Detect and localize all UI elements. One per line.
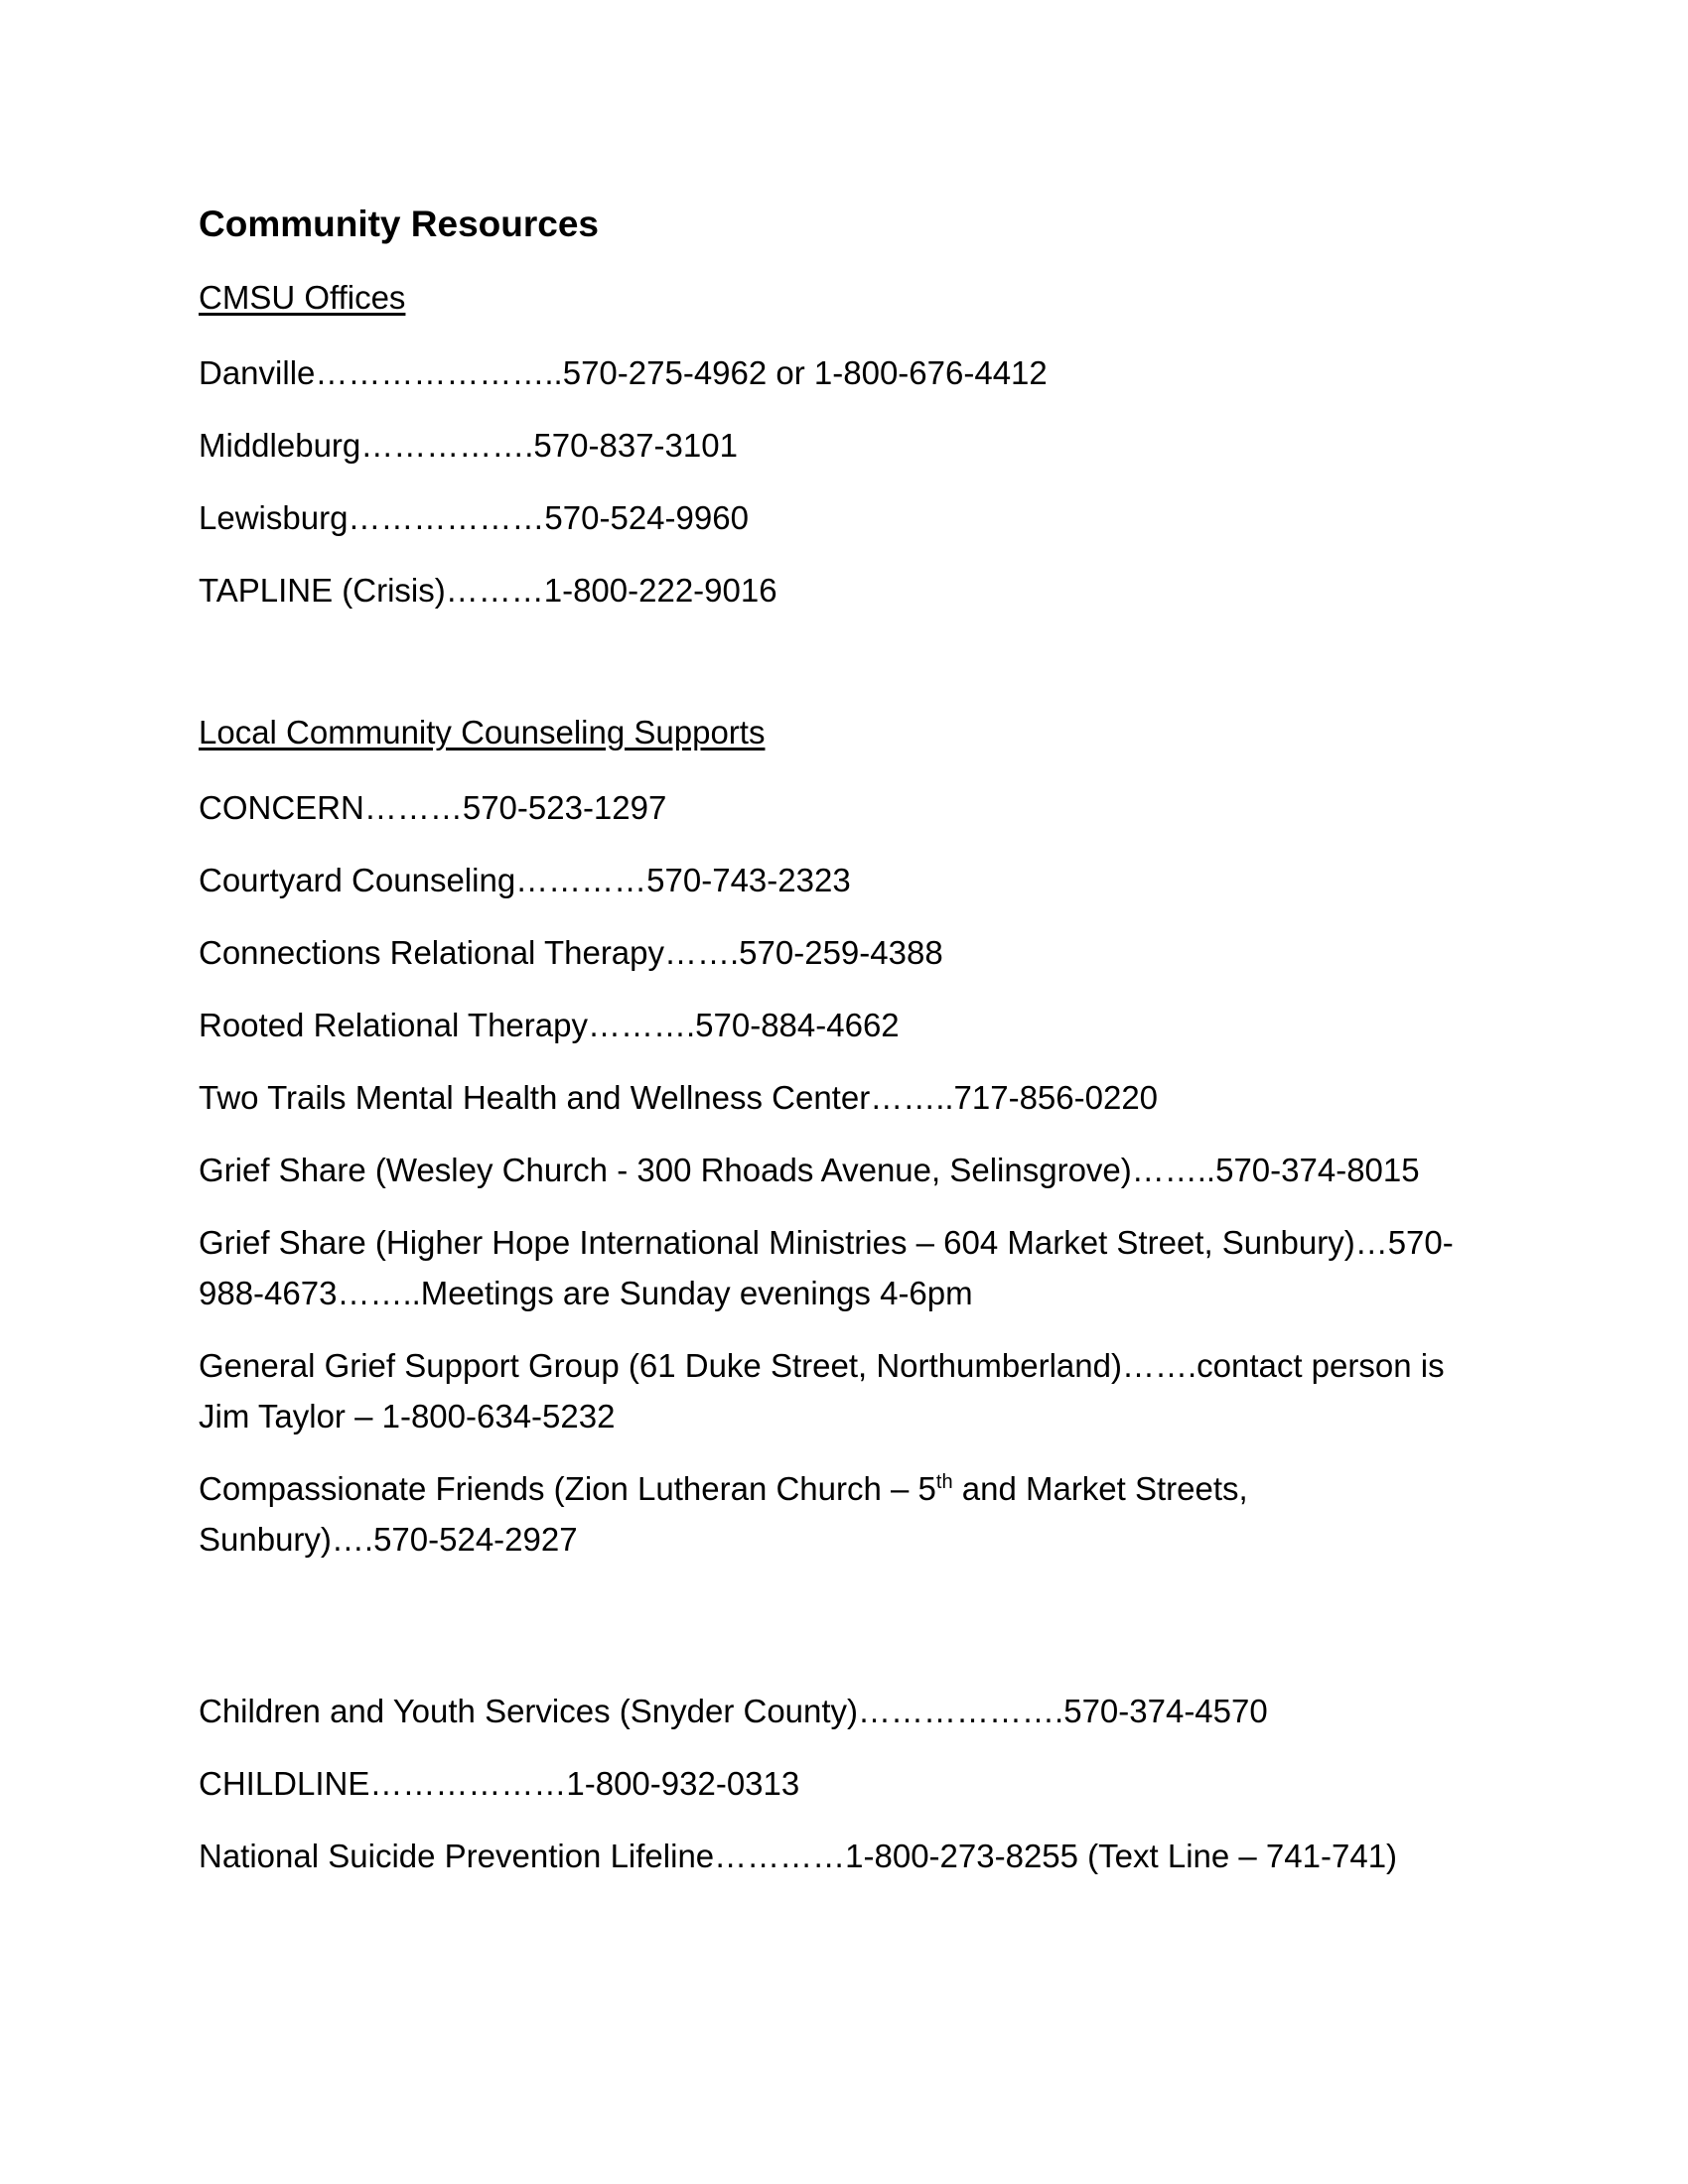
section-heading-counseling-supports: Local Community Counseling Supports [199, 714, 766, 751]
entry-danville: Danville…………………..570-275-4962 or 1-800-676-4412 [199, 354, 1048, 391]
entry-courtyard-counseling: Courtyard Counseling…………570-743-2323 [199, 862, 851, 898]
entry-general-grief-support: General Grief Support Group (61 Duke Street, Northumberland)…….contact person is Jim Taylor – 1-800-634-5232 [199, 1347, 1445, 1434]
entry-grief-share-wesley: Grief Share (Wesley Church - 300 Rhoads Avenue, Selinsgrove)……..570-374-8015 [199, 1152, 1420, 1188]
document-title: Community Resources [199, 204, 599, 244]
entry-compassionate-friends-part1: Compassionate Friends (Zion Lutheran Church – 5 [199, 1470, 936, 1507]
entry-children-youth-services: Children and Youth Services (Snyder County)……………….570-374-4570 [199, 1693, 1268, 1729]
entry-lewisburg: Lewisburg………………570-524-9960 [199, 499, 749, 536]
entry-two-trails: Two Trails Mental Health and Wellness Center……..717-856-0220 [199, 1079, 1159, 1116]
section-heading-cmsu-offices: CMSU Offices [199, 279, 406, 316]
entry-grief-share-higher-hope: Grief Share (Higher Hope International Ministries – 604 Market Street, Sunbury)…570-988-4673……..Meetings are Sunday evenings 4-6pm [199, 1224, 1454, 1311]
entry-rooted-relational-therapy: Rooted Relational Therapy……….570-884-4662 [199, 1007, 900, 1043]
entry-compassionate-friends-part2: and Market Streets, Sunbury)….570-524-2927 [199, 1470, 1248, 1558]
entry-childline: CHILDLINE………………1-800-932-0313 [199, 1765, 800, 1802]
section-spacer [199, 637, 1489, 711]
entry-compassionate-friends [199, 1463, 1489, 1565]
entry-connections-relational-therapy: Connections Relational Therapy…….570-259-4388 [199, 934, 943, 971]
entry-tapline: TAPLINE (Crisis)………1-800-222-9016 [199, 572, 777, 609]
entry-middleburg: Middleburg…………….570-837-3101 [199, 427, 738, 464]
section-spacer [199, 1586, 1489, 1686]
document-content [199, 201, 1489, 1903]
entry-concern: CONCERN………570-523-1297 [199, 789, 667, 826]
entry-suicide-prevention-lifeline: National Suicide Prevention Lifeline…………1-800-273-8255 (Text Line – 741-741) [199, 1838, 1398, 1874]
ordinal-suffix: th [935, 1471, 953, 1493]
